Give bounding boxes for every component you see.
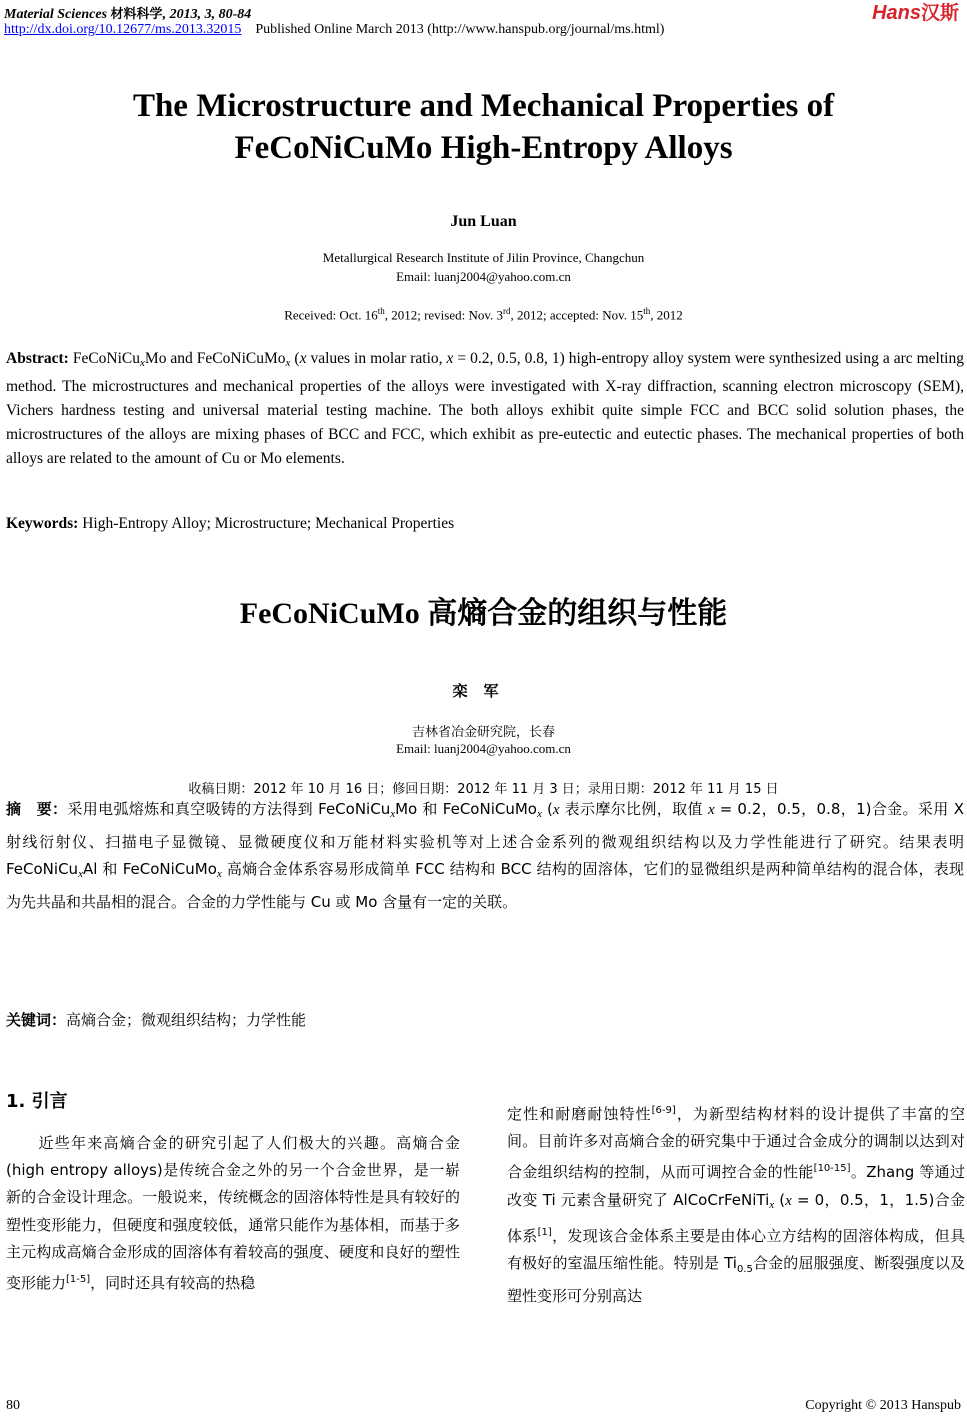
- journal-volume: , 2013, 3, 80-84: [162, 7, 252, 22]
- abstract-cn-label: 摘 要：: [6, 800, 68, 818]
- journal-title: [4, 3, 251, 23]
- copyright: Copyright © 2013 Hanspub: [805, 1398, 961, 1413]
- hans-logo: [872, 2, 959, 24]
- page-number: 80: [6, 1398, 20, 1413]
- keywords-en: Keywords: High-Entropy Alloy; Microstructure; Mechanical Properties: [6, 515, 455, 532]
- received-cn: 收稿日期：2012 年 10 月 16 日；修回日期：2012 年 11 月 3 日；录用日期：2012 年 11 月 15 日: [188, 782, 779, 797]
- keywords-cn: 关键词：高熵合金；微观组织结构；力学性能: [6, 1011, 307, 1029]
- received-en: Received: Oct. 16th, 2012; revised: Nov. 3rd, 2012; accepted: Nov. 15th, 2012: [284, 306, 683, 323]
- logo-text-en: Hans: [872, 2, 921, 24]
- abstract-en: Abstract: FeCoNiCuxMo and FeCoNiCuMox (x values in molar ratio, x = 0.2, 0.5, 0.8, 1) high-entropy alloy system were synthesized using a arc melting method. The microstructures and mechanical properties of the alloys were investigated with X-ray diffraction, scanning electron microscopy (SEM), Vichers hardness testing and universal material testing machine. The both alloys exhibit quite simple FCC and BCC solid solution phases, the microstructures of the alloys are mixing phases of BCC and FCC, which exhibit as pre-eutectic and eutectic phases. The mechanical properties of both alloys are related to the amount of Cu or Mo elements.: [6, 350, 964, 467]
- abstract-en-label: Abstract:: [6, 350, 69, 367]
- title-en: [0, 85, 967, 169]
- journal-name-en: Material Sciences: [4, 7, 108, 22]
- author-cn: 栾军: [452, 682, 515, 700]
- logo-text-cn: 汉斯: [920, 2, 959, 24]
- body-left-column: 近些年来高熵合金的研究引起了人们极大的兴趣。高熵合金(high entropy alloys)是传统合金之外的另一个合金世界，是一崭新的合金设计理念。一般说来，传统概念的固溶体特性是具有较好的塑性变形能力，但硬度和强度较低，通常只能作为基体相，而基于多主元构成高熵合金形成的固溶体有着较高的强度、硬度和良好的塑性变形能力[1-5]，同时还具有较高的热稳: [6, 1134, 460, 1293]
- author-en: Jun Luan: [450, 213, 517, 230]
- title-cn: FeCoNiCuMo 高熵合金的组织与性能: [239, 597, 728, 630]
- title-en-line2: FeCoNiCuMo High-Entropy Alloys: [234, 130, 733, 166]
- affiliation-cn: 吉林省冶金研究院，长春: [411, 725, 555, 740]
- keywords-en-label: Keywords:: [6, 515, 79, 532]
- doi-line: [4, 22, 664, 38]
- email-en: Email: luanj2004@yahoo.com.cn: [396, 269, 571, 284]
- email-cn: Email: luanj2004@yahoo.com.cn: [396, 741, 571, 756]
- affiliation-en: Metallurgical Research Institute of Jilin Province, Changchun: [322, 250, 645, 265]
- journal-name-cn: 材料科学: [110, 7, 163, 22]
- published-online: Published Online March 2013 (http://www.hanspub.org/journal/ms.html): [255, 22, 665, 37]
- section-heading: 1. 引言: [6, 1091, 68, 1112]
- doi-link[interactable]: http://dx.doi.org/10.12677/ms.2013.32015: [4, 22, 242, 37]
- body-right-column: 定性和耐磨耐蚀特性[6-9]，为新型结构材料的设计提供了丰富的空间。目前许多对高熵合金的研究集中于通过合金成分的调制以达到对合金组织结构的控制，从而可调控合金的性能[10-15]。Zhang 等通过改变 Ti 元素含量研究了 AlCoCrFeNiTi$_x$ (x = 0，0.5，1，1.5)合金体系[1]，发现该合金体系主要是由体心立方结构的固溶体构成，但具有极好的室温压缩性能。特别是 $Ti_{0.5}$合金的屈服强度、断裂强度以及塑性变形可分别高达: [507, 1105, 965, 1306]
- abstract-cn: 摘 要：采用电弧熔炼和真空吸铸的方法得到 FeCoNiCu$_x$Mo 和 FeCoNiCuMo$_x$ (x 表示摩尔比例，取值 x = 0.2，0.5，0.8，1)合金。采用 X 射线衍射仪、扫描电子显微镜、显微硬度仪和万能材料实验机等对上述合金系列的微观组织结构以及力学性能进行了研究。结果表明 FeCoNiCu$_x$Al 和 FeCoNiCuMo$_x$ 高熵合金体系容易形成简单 FCC 结构和 BCC 结构的固溶体，它们的显微组织是两种简单结构的混合体，表现为先共晶和共晶相的混合。合金的力学性能与 Cu 或 Mo 含量有一定的关联。: [6, 800, 964, 911]
- title-en-line1: The Microstructure and Mechanical Properties of: [132, 88, 835, 124]
- keywords-cn-label: 关键词：: [6, 1011, 67, 1029]
